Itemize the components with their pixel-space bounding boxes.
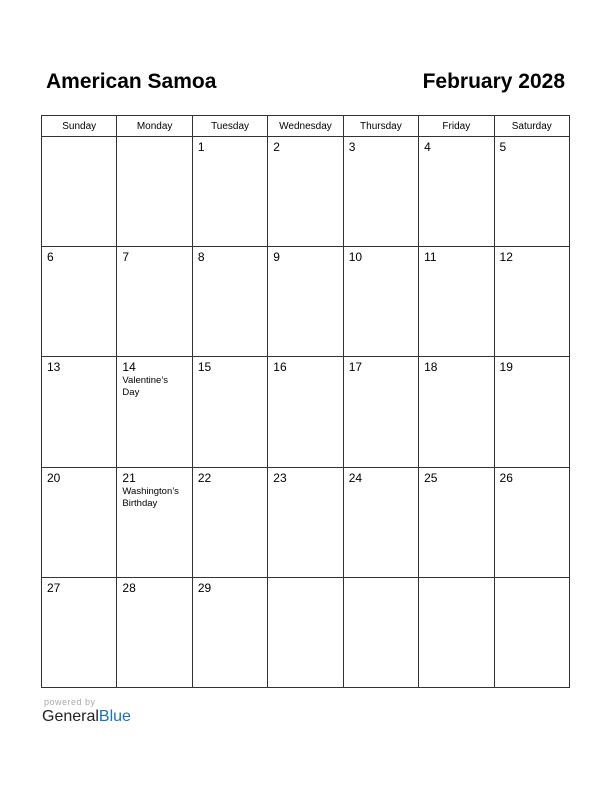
day-number: 29 xyxy=(197,580,212,595)
day-cell xyxy=(42,577,117,687)
day-cell xyxy=(117,467,192,577)
day-cell xyxy=(343,137,418,247)
day-number: 25 xyxy=(424,470,438,485)
week-row xyxy=(42,357,570,467)
day-cell xyxy=(192,247,267,357)
month-year-title: February 2028 xyxy=(422,70,565,93)
holiday-label: Washington’s Birthday xyxy=(122,485,179,509)
day-number: 8 xyxy=(197,250,205,265)
empty-day-cell xyxy=(42,137,117,247)
day-number: 10 xyxy=(348,250,363,265)
day-cell xyxy=(192,137,267,247)
day-number: 14 xyxy=(122,360,136,375)
day-number: 22 xyxy=(197,470,212,485)
day-number: 26 xyxy=(499,470,513,485)
day-cell xyxy=(268,467,343,577)
day-cell xyxy=(268,137,343,247)
day-number: 3 xyxy=(348,140,356,154)
day-number: 11 xyxy=(424,250,437,265)
holiday-label: Valentine’s Day xyxy=(122,375,169,399)
day-number: 4 xyxy=(424,140,431,154)
day-number: 24 xyxy=(348,470,363,485)
day-cell xyxy=(117,577,192,687)
weekday-header: Saturday xyxy=(494,116,569,137)
day-cell xyxy=(419,467,494,577)
day-number: 1 xyxy=(197,140,205,154)
day-cell xyxy=(494,357,569,467)
day-number: 21 xyxy=(122,470,136,485)
day-cell xyxy=(117,247,192,357)
day-cell xyxy=(42,467,117,577)
day-number: 12 xyxy=(499,250,513,265)
day-cell xyxy=(268,247,343,357)
day-number: 28 xyxy=(122,580,136,595)
day-number: 16 xyxy=(273,360,287,375)
day-cell xyxy=(494,137,569,247)
day-number: 20 xyxy=(47,470,61,485)
day-number: 13 xyxy=(47,360,61,375)
empty-day-cell xyxy=(419,577,494,687)
day-cell xyxy=(494,467,569,577)
week-row xyxy=(42,467,570,577)
day-cell xyxy=(192,467,267,577)
day-cell xyxy=(343,357,418,467)
day-cell xyxy=(268,357,343,467)
powered-by-label: powered by xyxy=(44,697,96,707)
day-number: 9 xyxy=(273,250,280,265)
brand-blue-text: Blue xyxy=(98,708,131,725)
day-cell xyxy=(494,247,569,357)
day-cell xyxy=(419,357,494,467)
day-number: 27 xyxy=(47,580,61,595)
day-number: 23 xyxy=(273,470,287,485)
day-number: 7 xyxy=(122,250,130,265)
day-number: 15 xyxy=(197,360,212,375)
empty-day-cell xyxy=(268,577,343,687)
day-number: 18 xyxy=(424,360,438,375)
day-cell xyxy=(343,247,418,357)
empty-day-cell xyxy=(494,577,569,687)
week-row xyxy=(42,247,570,357)
day-cell xyxy=(192,577,267,687)
weekday-header: Sunday xyxy=(42,116,117,137)
day-number: 6 xyxy=(47,250,54,265)
weekday-header: Thursday xyxy=(343,116,418,137)
weekday-header: Friday xyxy=(419,116,494,137)
week-row xyxy=(42,137,570,247)
calendar-grid xyxy=(41,115,570,688)
weekday-header: Monday xyxy=(117,116,192,137)
day-cell xyxy=(42,247,117,357)
day-cell xyxy=(419,137,494,247)
weekday-header: Tuesday xyxy=(192,116,267,137)
day-cell xyxy=(343,467,418,577)
day-number: 19 xyxy=(499,360,513,375)
generalblue-logo xyxy=(42,708,131,726)
day-cell xyxy=(42,357,117,467)
day-cell xyxy=(192,357,267,467)
day-number: 5 xyxy=(499,140,507,154)
day-number: 17 xyxy=(348,360,363,375)
empty-day-cell xyxy=(343,577,418,687)
day-cell xyxy=(419,247,494,357)
week-row xyxy=(42,577,570,687)
brand-general-text: General xyxy=(42,708,99,725)
region-title: American Samoa xyxy=(46,70,217,93)
day-cell xyxy=(117,357,192,467)
weekday-header: Wednesday xyxy=(268,116,343,137)
weekday-header-row xyxy=(42,116,570,137)
empty-day-cell xyxy=(117,137,192,247)
day-number: 2 xyxy=(273,140,280,154)
